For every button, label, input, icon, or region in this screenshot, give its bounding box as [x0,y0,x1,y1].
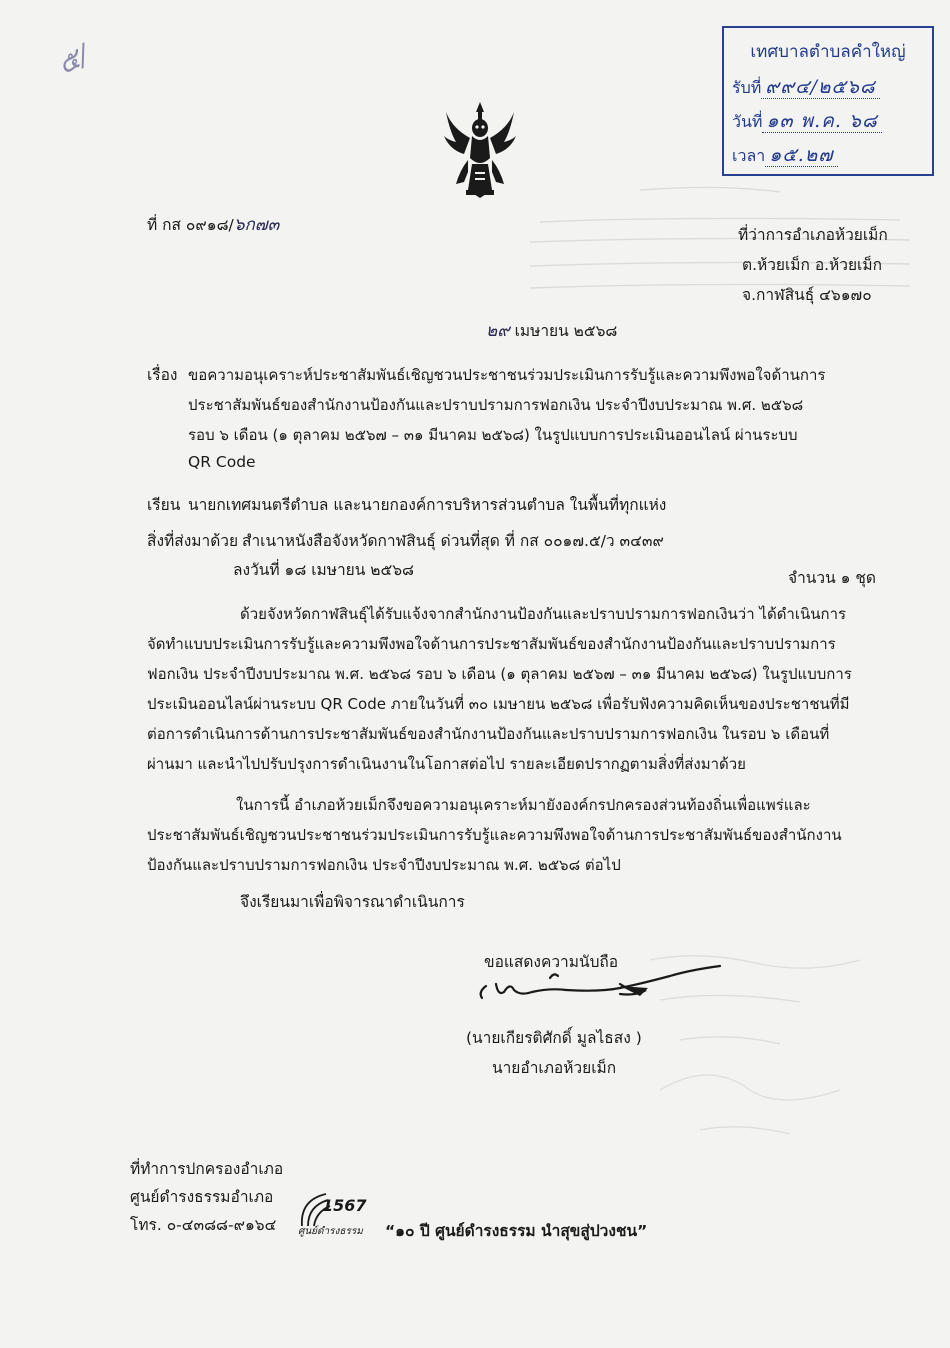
logo-number: 1567 [322,1196,367,1215]
reference-prefix: ที่ กส ๐๙๑๘/ [147,216,234,234]
body-p3: จึงเรียนมาเพื่อพิจารณาดำเนินการ [240,893,465,911]
body-p2-line1: ในการนี้ อำเภอห้วยเม็กจึงขอความอนุเคราะห์มายังองค์กรปกครองส่วนท้องถิ่นเพื่อแพร่และ [236,796,811,814]
stamp-date-row [732,106,882,136]
sender-address-line2: ต.ห้วยเม็ก อ.ห้วยเม็ก [742,256,882,274]
subject-line4: QR Code [188,453,256,471]
body-p2-line3: ป้องกันและปราบปรามการฟอกเงิน ประจำปีงบประมาณ พ.ศ. ๒๕๖๘ ต่อไป [147,856,621,874]
footer-phone: โทร. ๐-๔๓๘๘-๙๑๖๔ [130,1216,277,1234]
recipient-label: เรียน [147,496,181,514]
enclosure-count: จำนวน ๑ ชุด [788,569,876,587]
stamp-receive-value: ๙๙๔/๒๕๖๘ [761,76,879,99]
damrongtham-logo [296,1186,386,1250]
stamp-time-label: เวลา [732,146,766,165]
signer-name: (นายเกียรติศักดิ์ มูลไธสง ) [466,1029,642,1047]
stamp-date-value: ๑๓ พ.ค. ๖๘ [762,110,881,133]
body-p1-line3: ฟอกเงิน ประจำปีงบประมาณ พ.ศ. ๒๕๖๘ รอบ ๖ เดือน (๑ ตุลาคม ๒๕๖๗ – ๓๑ มีนาคม ๒๕๖๘) ในรูปแบบการ [147,665,852,683]
stamp-date-label: วันที่ [732,112,763,131]
letter-date-day: ๒๙ [486,321,510,341]
stamp-time-row [732,140,838,170]
footer-line2: ศูนย์ดำรงธรรมอำเภอ [130,1188,274,1206]
subject-line1: ขอความอนุเคราะห์ประชาสัมพันธ์เชิญชวนประชาชนร่วมประเมินการรับรู้และความพึงพอใจด้านการ [188,366,826,384]
stamp-org: เทศบาลตำบลคำใหญ่ [750,42,906,62]
enclosure-line2: ลงวันที่ ๑๘ เมษายน ๒๕๖๘ [233,561,415,579]
body-p1-line2: จัดทำแบบประเมินการรับรู้และความพึงพอใจด้านการประชาสัมพันธ์ของสำนักงานป้องกันและปราบปรามการ [147,635,836,653]
letter-date [486,320,617,342]
receipt-stamp [722,26,934,176]
subject-label: เรื่อง [147,366,178,384]
body-p1-line4: ประเมินออนไลน์ผ่านระบบ QR Code ภายในวันที่ ๓๐ เมษายน ๒๕๖๘ เพื่อรับฟังความคิดเห็นของประชาชนที่มี [147,695,850,713]
footer-line1: ที่ทำการปกครองอำเภอ [130,1160,284,1178]
stamp-receive-label: รับที่ [732,78,762,97]
corner-handwritten-mark: ๕/ [52,38,94,81]
closing-regards: ขอแสดงความนับถือ [484,953,619,971]
body-p2-line2: ประชาสัมพันธ์เชิญชวนประชาชนร่วมประเมินการรับรู้และความพึงพอใจด้านการประชาสัมพันธ์ของสำนักงาน [147,826,842,844]
sender-address-line3: จ.กาฬสินธุ์ ๔๖๑๗๐ [742,286,872,304]
body-p1-line1: ด้วยจังหวัดกาฬสินธุ์ได้รับแจ้งจากสำนักงานป้องกันและปราบปรามการฟอกเงินว่า ได้ดำเนินการ [240,605,847,623]
subject-line2: ประชาสัมพันธ์ของสำนักงานป้องกันและปราบปรามการฟอกเงิน ประจำปีงบประมาณ พ.ศ. ๒๕๖๘ [188,396,804,414]
body-p1-line6: ผ่านมา และนำไปปรับปรุงการดำเนินงานในโอกาสต่อไป รายละเอียดปรากฏตามสิ่งที่ส่งมาด้วย [147,755,746,773]
letter-date-month-year: เมษายน ๒๕๖๘ [514,322,618,340]
footer-slogan: “๑๐ ปี ศูนย์ดำรงธรรม นำสุขสู่ปวงชน” [385,1222,648,1240]
garuda-emblem-icon [442,98,518,202]
stamp-receive-row [732,72,880,102]
reference-number [147,214,279,236]
enclosure-label: สิ่งที่ส่งมาด้วย [147,532,239,550]
bleed-through-scribbles [640,940,900,1160]
sender-address-line1: ที่ว่าการอำเภอห้วยเม็ก [738,226,888,244]
reference-handwritten: ๖ก๗๓ [233,215,280,235]
signer-position: นายอำเภอห้วยเม็ก [492,1059,617,1077]
recipient-text: นายกเทศมนตรีตำบล และนายกองค์การบริหารส่วนตำบล ในพื้นที่ทุกแห่ง [188,496,667,514]
subject-line3: รอบ ๖ เดือน (๑ ตุลาคม ๒๕๖๗ – ๓๑ มีนาคม ๒๕๖๘) ในรูปแบบการประเมินออนไลน์ ผ่านระบบ [188,426,798,444]
stamp-time-value: ๑๕.๒๗ [765,144,837,167]
body-p1-line5: ต่อการดำเนินการด้านการประชาสัมพันธ์ของสำนักงานป้องกันและปราบปรามการฟอกเงิน ในรอบ ๖ เดือนที่ [147,725,830,743]
enclosure-line1: สำเนาหนังสือจังหวัดกาฬสินธุ์ ด่วนที่สุด ที่ กส ๐๐๑๗.๕/ว ๓๔๓๙ [242,532,664,550]
logo-text: ศูนย์ดำรงธรรม [298,1226,363,1237]
